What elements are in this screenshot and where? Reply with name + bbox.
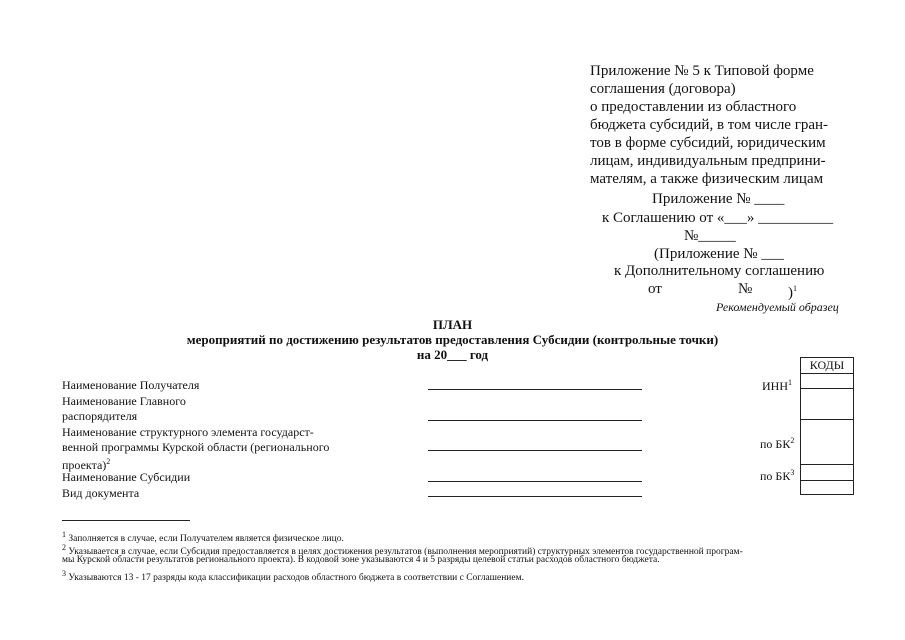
codes-table	[800, 357, 854, 495]
struct-element-label-3: проекта)$^2$	[62, 457, 111, 472]
footnote-separator	[62, 520, 190, 521]
footnote-mark: 2	[790, 436, 795, 445]
footnote-mark: 1	[793, 284, 797, 293]
plan-title: ПЛАН	[432, 317, 473, 332]
footnote-2b: мы Курской области результатов регионального проекта). В кодовой зоне указываются 4 и 5 разряды целевой статьи расходов областного бюджета.	[62, 555, 660, 565]
footnote-mark: 2	[62, 543, 66, 552]
footnote-mark: 3	[790, 468, 795, 477]
main-manager-label-1: Наименование Главного	[62, 394, 186, 408]
appendix-line: тов в форме субсидий, юридическим	[590, 135, 826, 151]
footnote-2a: $^2$ Указывается в случае, если Субсидия предоставляется в целях достижения результатов (выполнения мероприятий) структурных элементов государственной програм-	[62, 543, 743, 558]
codes-header: КОДЫ	[801, 358, 854, 374]
appendix-header	[590, 62, 860, 188]
recipient-label: Наименование Получателя	[62, 378, 200, 392]
footnote-mark: 1	[62, 530, 66, 539]
subsidy-field-line[interactable]	[428, 481, 642, 482]
struct-element-label-1: Наименование структурного элемента государст-	[62, 425, 314, 439]
agreement-ref-close: )$^1$	[788, 284, 797, 301]
agreement-ref-line5: к Дополнительному соглашению	[614, 263, 825, 279]
bk-label-1: по $БК^2$	[760, 436, 795, 451]
appendix-line: бюджета субсидий, в том числе гран-	[590, 117, 829, 133]
subsidy-label: Наименование Субсидии	[62, 470, 191, 484]
doc-type-label: Вид документа	[62, 486, 140, 500]
recipient-field-line[interactable]	[428, 389, 642, 390]
appendix-line: Приложение № 5 к Типовой форме	[590, 63, 814, 79]
agreement-ref-line1: Приложение № ____	[652, 191, 785, 207]
footnote-3: $^3$ Указываются 13 - 17 разряды кода классификации расходов областного бюджета в соответствии с Соглашением.	[62, 569, 524, 584]
appendix-line: мателям, а также физическим лицам	[590, 171, 824, 187]
footnote-mark: 2	[106, 457, 111, 466]
plan-subtitle: мероприятий по достижению результатов предоставления Субсидии (контрольные точки)	[186, 332, 719, 347]
footnote-mark: 3	[62, 569, 66, 578]
agreement-ref-number: №	[738, 281, 753, 297]
codes-cell-blank	[801, 374, 854, 389]
agreement-ref-line4: (Приложение № ___	[654, 246, 784, 262]
sample-label: Рекомендуемый образец	[716, 300, 839, 314]
agreement-ref-line3: №_____	[684, 228, 736, 244]
bk-label-2: по $БК^3$	[760, 468, 795, 483]
footnote-1: $^1$ Заполняется в случае, если Получателем является физическое лицо.	[62, 530, 344, 545]
codes-cell-bk1[interactable]	[801, 420, 854, 465]
codes-cell-bk2[interactable]	[801, 465, 854, 481]
struct-element-label-2: венной программы Курской области (регионального	[62, 440, 330, 454]
doc-type-field-line[interactable]	[428, 496, 642, 497]
main-manager-label-2: распорядителя	[62, 409, 138, 423]
appendix-line: соглашения (договора)	[590, 81, 736, 97]
main-manager-field-line[interactable]	[428, 420, 642, 421]
inn-label: ИНН$^1$	[762, 378, 792, 393]
codes-cell-inn[interactable]	[801, 389, 854, 420]
agreement-ref-line2: к Соглашению от «___» __________	[602, 210, 834, 226]
agreement-ref-from: от	[648, 281, 662, 297]
appendix-line: о предоставлении из областного	[590, 99, 797, 115]
struct-element-field-line[interactable]	[428, 450, 642, 451]
plan-year: на 20___ год	[416, 347, 489, 362]
codes-cell-bottom[interactable]	[801, 481, 854, 495]
footnote-mark: 1	[788, 378, 792, 387]
appendix-line: лицам, индивидуальным предприни-	[590, 153, 826, 169]
